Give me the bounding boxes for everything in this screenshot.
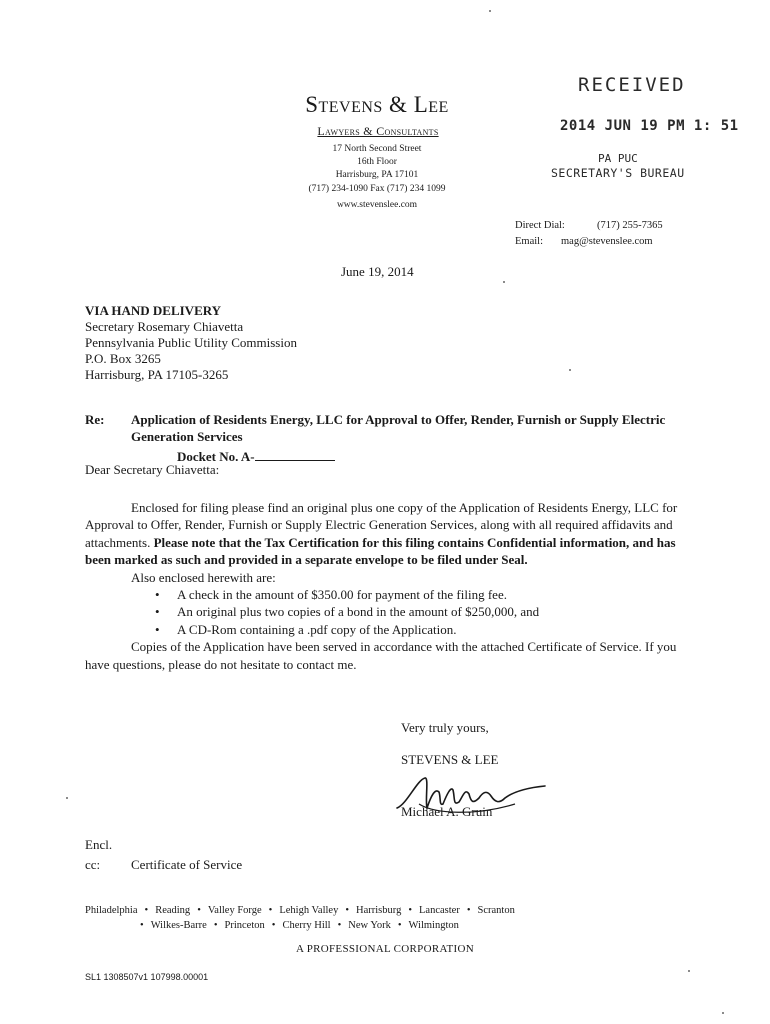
bullet-icon: •	[144, 905, 149, 916]
bullet-icon: •	[155, 587, 160, 603]
firm-name: Stevens & Lee	[305, 92, 449, 117]
signer-name: Michael A. Gruin	[401, 804, 493, 819]
direct-dial	[515, 220, 663, 231]
list-item	[85, 586, 683, 603]
also-enclosed: Also enclosed herewith are:	[131, 569, 276, 585]
office-name: Wilkes-Barre	[150, 920, 207, 931]
bullet-icon: •	[155, 621, 160, 637]
bullet-icon: •	[271, 920, 276, 931]
received-stamp-bureau: SECRETARY'S BUREAU	[551, 166, 685, 180]
received-stamp-date: 2014 JUN 19 PM 1: 51	[560, 118, 739, 134]
bullet-icon: •	[466, 905, 471, 916]
email	[515, 236, 653, 247]
scan-speck	[569, 369, 571, 371]
direct-dial-value: (717) 255-7365	[597, 220, 663, 231]
list-item-text: An original plus two copies of a bond in the amount of $250,000, and	[177, 604, 540, 620]
docket-blank-line	[255, 460, 335, 461]
bullet-icon: •	[397, 920, 402, 931]
office-name: Wilmington	[408, 920, 459, 931]
office-name: Cherry Hill	[282, 920, 331, 931]
paragraph-2: Copies of the Application have been served in accordance with the attached Certificate of Service. If you have questions, please do not hesitate to contact me.	[85, 639, 677, 672]
addressee-line: Secretary Rosemary Chiavetta	[85, 319, 244, 334]
list-item	[85, 603, 683, 620]
offices-row-1	[85, 905, 515, 916]
cc-value: Certificate of Service	[131, 857, 243, 872]
phone-fax-line: (717) 234-1090 Fax (717) 234 1099	[308, 184, 446, 194]
cc-label: cc:	[85, 857, 101, 872]
paragraph-1-confidential-note: Please note that the Tax Certification for this filing contains Confidential information, and has been marked as such and provided in a separate envelope to be filed under Seal.	[85, 534, 676, 568]
office-name: Lehigh Valley	[279, 905, 339, 916]
address-line: 16th Floor	[357, 157, 397, 167]
office-name: Philadelphia	[85, 905, 138, 916]
scan-speck	[688, 970, 690, 972]
bullet-icon: •	[213, 920, 218, 931]
office-name: Scranton	[477, 905, 515, 916]
bullet-icon: •	[408, 905, 413, 916]
enclosure-list	[85, 586, 683, 638]
closing-firm: STEVENS & LEE	[401, 752, 499, 767]
website-line: www.stevenslee.com	[336, 200, 418, 210]
delivery-method: VIA HAND DELIVERY	[85, 303, 222, 318]
bullet-icon: •	[345, 905, 350, 916]
received-stamp-agency: PA PUC	[598, 152, 638, 165]
addressee-block	[85, 303, 297, 383]
letter-body	[85, 499, 683, 673]
docket-label: Docket No. A-	[177, 449, 255, 464]
bullet-icon: •	[140, 920, 144, 931]
addressee-line: P.O. Box 3265	[85, 351, 161, 366]
office-name: Valley Forge	[207, 905, 262, 916]
office-name: Lancaster	[419, 905, 460, 916]
direct-dial-label: Direct Dial:	[515, 220, 565, 231]
paragraph-1	[85, 499, 683, 569]
office-name: Harrisburg	[356, 905, 402, 916]
office-name: New York	[348, 920, 391, 931]
re-subject: Application of Residents Energy, LLC for Approval to Offer, Render, Furnish or Supply Electric Generation Services	[131, 412, 666, 444]
valediction: Very truly yours,	[401, 720, 489, 735]
re-label: Re:	[85, 412, 105, 427]
scan-speck	[66, 797, 68, 799]
offices-row-2	[140, 920, 459, 931]
scan-speck	[503, 281, 505, 283]
encl-label: Encl.	[85, 837, 113, 852]
office-name: Reading	[155, 905, 191, 916]
bullet-icon: •	[197, 905, 201, 916]
professional-corporation: A PROFESSIONAL CORPORATION	[296, 943, 474, 955]
addressee-line: Pennsylvania Public Utility Commission	[85, 335, 297, 350]
office-name: Princeton	[224, 920, 265, 931]
address-line: Harrisburg, PA 17101	[335, 170, 419, 180]
email-value: mag@stevenslee.com	[561, 236, 653, 247]
list-item-text: A check in the amount of $350.00 for payment of the filing fee.	[177, 587, 507, 603]
scan-speck	[489, 10, 491, 12]
list-item	[85, 621, 683, 638]
bullet-icon: •	[155, 604, 160, 620]
document-id: SL1 1308507v1 107998.00001	[85, 972, 209, 982]
address-line: 17 North Second Street	[332, 144, 422, 154]
addressee-line: Harrisburg, PA 17105-3265	[85, 367, 229, 382]
salutation: Dear Secretary Chiavetta:	[85, 462, 220, 477]
scan-speck	[722, 1012, 724, 1014]
bullet-icon: •	[268, 905, 273, 916]
email-label: Email:	[515, 236, 543, 247]
firm-subtitle: Lawyers & Consultants	[317, 124, 439, 138]
paragraph-1-text: Enclosed for filing please find an original plus one copy of the Application of Residents Energy, LLC for Approval to Offer, Render, Furnish or Supply Electric Generation Services, along with all required affidavits and attachments.	[85, 500, 678, 550]
received-stamp: RECEIVED	[578, 74, 686, 96]
bullet-icon: •	[337, 920, 342, 931]
list-item-text: A CD-Rom containing a .pdf copy of the Application.	[177, 621, 457, 637]
letter-date: June 19, 2014	[341, 264, 414, 279]
